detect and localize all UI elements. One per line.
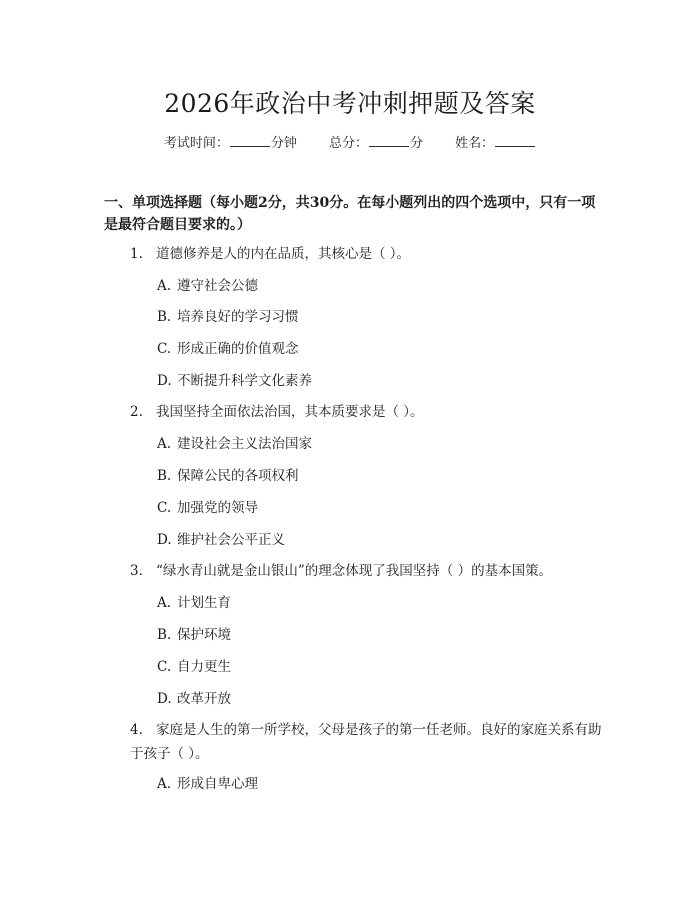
question-1-option-c	[157, 339, 299, 359]
option-letter: B.	[157, 468, 172, 484]
question-1-option-d	[157, 371, 312, 391]
question-2-option-b	[157, 466, 299, 486]
question-2-option-c	[157, 498, 258, 518]
question-2	[130, 400, 605, 424]
total-score-label: 总分：	[328, 136, 368, 151]
question-1-option-a	[157, 276, 258, 296]
question-4-option-a	[157, 774, 258, 794]
exam-time-blank	[230, 134, 270, 147]
question-3	[130, 559, 605, 583]
total-score-unit: 分	[410, 136, 424, 151]
option-letter: C.	[157, 341, 172, 357]
option-text: 形成正确的价值观念	[177, 341, 299, 357]
option-text: 建设社会主义法治国家	[177, 436, 312, 452]
option-letter: A.	[157, 436, 172, 452]
question-4	[130, 718, 605, 766]
option-text: 不断提升科学文化素养	[177, 373, 312, 389]
option-text: 计划生育	[177, 595, 231, 611]
question-3-option-b	[157, 625, 231, 645]
option-text: 自力更生	[177, 659, 231, 675]
page-title: 2026年政治中考冲刺押题及答案	[164, 89, 536, 118]
option-letter: C.	[157, 659, 172, 675]
question-1	[130, 242, 605, 266]
option-letter: A.	[157, 776, 172, 792]
question-stem: 家庭是人生的第一所学校，父母是孩子的第一任老师。良好的家庭关系有助于孩子（ ）。	[130, 722, 602, 762]
question-3-option-d	[157, 689, 231, 709]
total-score-blank	[369, 134, 409, 147]
option-text: 形成自卑心理	[177, 776, 258, 792]
question-3-option-c	[157, 657, 231, 677]
question-number: 1.	[130, 246, 143, 262]
option-letter: B.	[157, 309, 172, 325]
section-heading: 一、单项选择题（每小题2分，共30分。在每小题列出的四个选项中，只有一项是最符合题目要求的。）	[104, 195, 596, 233]
option-letter: A.	[157, 278, 172, 294]
exam-time-label: 考试时间：	[163, 136, 229, 151]
option-text: 保障公民的各项权利	[177, 468, 299, 484]
question-stem: “绿水青山就是金山银山”的理念体现了我国坚持（ ）的基本国策。	[156, 563, 553, 579]
name-label: 姓名：	[455, 136, 495, 151]
option-text: 培养良好的学习习惯	[177, 309, 299, 325]
exam-time-field	[164, 132, 297, 151]
option-text: 维护社会公平正义	[177, 532, 285, 548]
option-letter: D.	[157, 373, 172, 389]
option-text: 加强党的领导	[177, 500, 258, 516]
exam-info-line	[0, 132, 700, 151]
question-1-option-b	[157, 307, 299, 327]
total-score-field	[329, 132, 423, 151]
question-2-option-d	[157, 530, 285, 550]
question-number: 4.	[130, 722, 143, 738]
question-stem: 道德修养是人的内在品质，其核心是（ ）。	[156, 246, 411, 262]
option-text: 改革开放	[177, 691, 231, 707]
option-letter: B.	[157, 627, 172, 643]
question-number: 2.	[130, 404, 143, 420]
question-2-option-a	[157, 434, 312, 454]
option-letter: A.	[157, 595, 172, 611]
option-letter: D.	[157, 691, 172, 707]
exam-time-unit: 分钟	[270, 136, 297, 151]
question-stem: 我国坚持全面依法治国，其本质要求是（ ）。	[156, 404, 424, 420]
option-letter: C.	[157, 500, 172, 516]
option-letter: D.	[157, 532, 172, 548]
option-text: 保护环境	[177, 627, 231, 643]
name-blank	[495, 134, 535, 147]
question-3-option-a	[157, 593, 231, 613]
option-text: 遵守社会公德	[177, 278, 258, 294]
question-number: 3.	[130, 563, 143, 579]
name-field	[455, 132, 536, 151]
